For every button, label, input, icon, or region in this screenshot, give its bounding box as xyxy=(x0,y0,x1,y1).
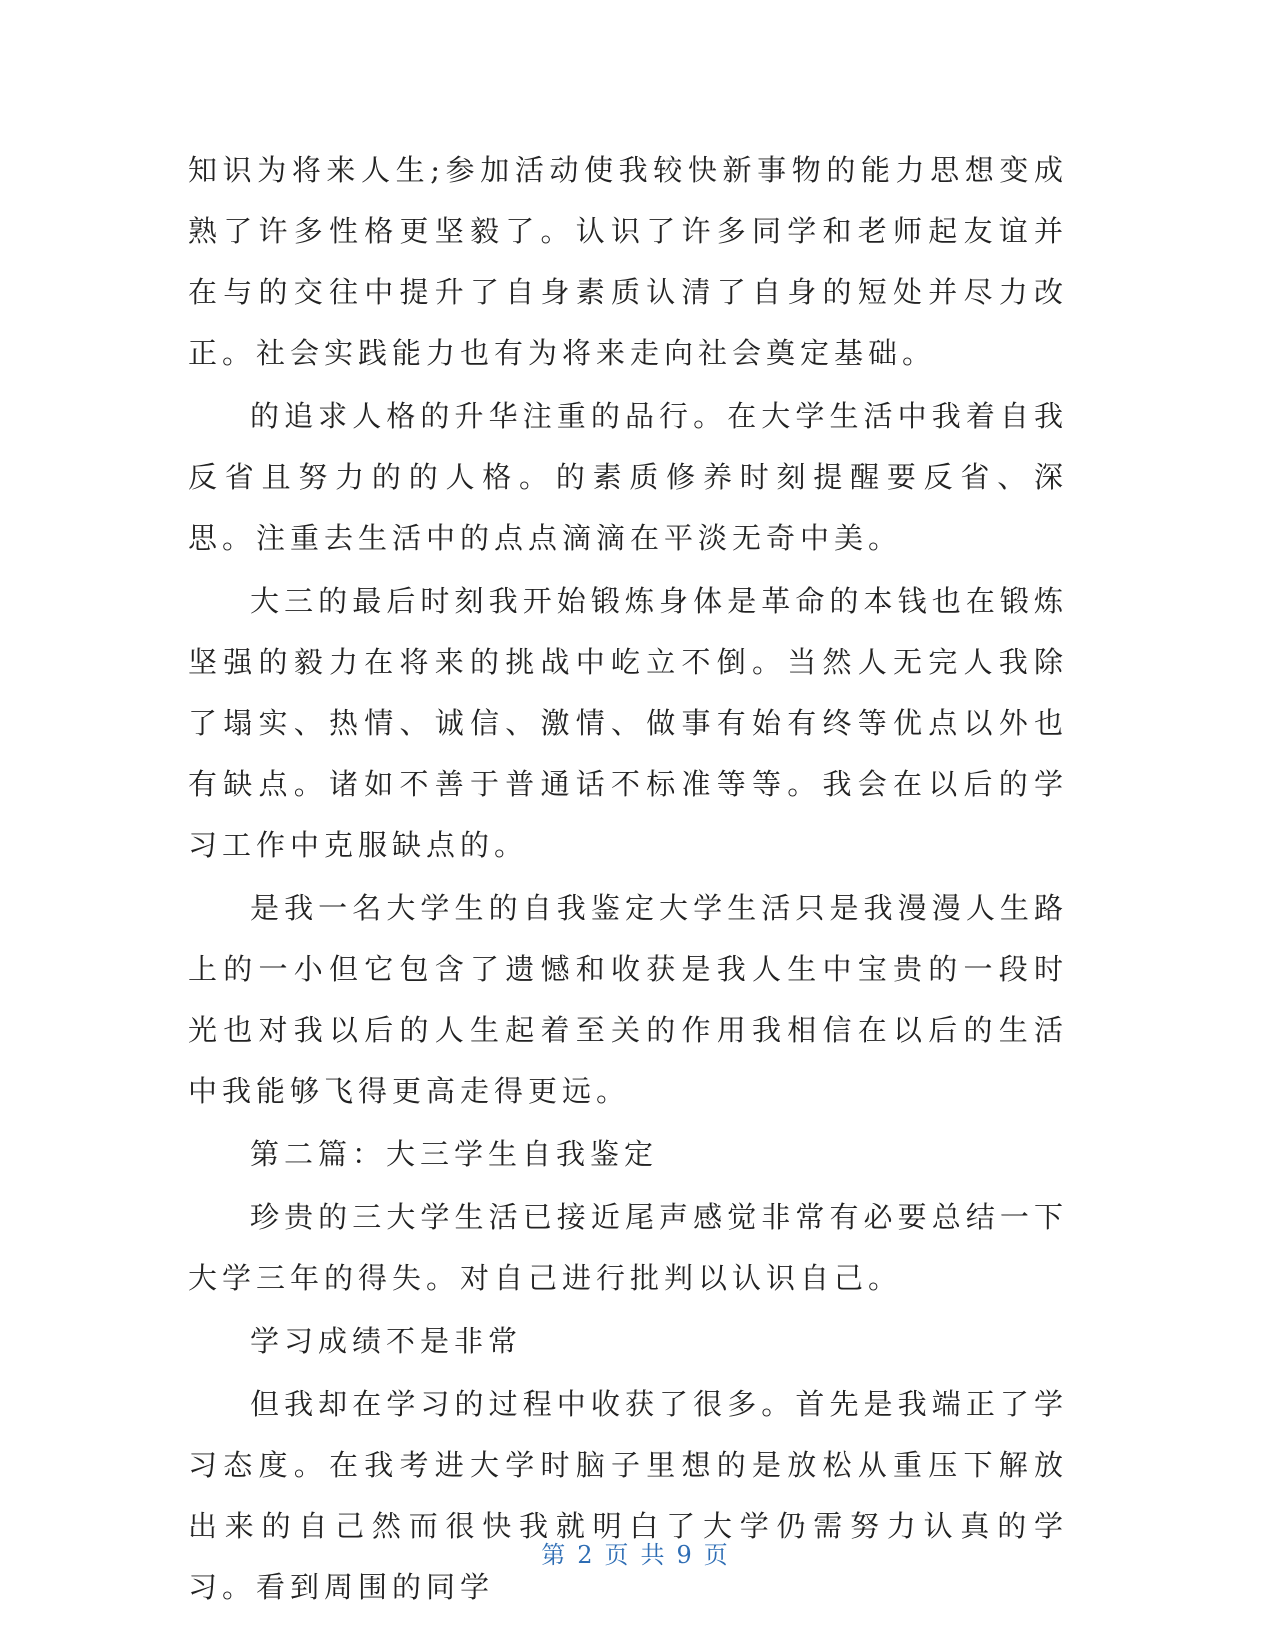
footer-label-total: 共 xyxy=(640,1541,671,1569)
paragraph-6: 学习成绩不是非常 xyxy=(250,1324,523,1358)
page-footer xyxy=(0,1535,1275,1570)
paragraph-5: 珍贵的三大学生活已接近尾声感觉非常有必要总结一下大学三年的得失。对自己进行批判以认识自己。 xyxy=(188,1200,1068,1295)
footer-label-page-unit: 页 xyxy=(604,1541,635,1569)
paragraph-1: 知识为将来人生;参加活动使我较快新事物的能力思想变成熟了许多性格更坚毅了。认识了许多同学和老师起友谊并在与的交往中提升了自身素质认清了自身的短处并尽力改正。社会实践能力也有为将来走向社会奠定基础。 xyxy=(188,153,1068,370)
footer-label-total-unit: 页 xyxy=(703,1541,734,1569)
paragraph-2: 的追求人格的升华注重的品行。在大学生活中我着自我反省且努力的的人格。的素质修养时刻提醒要反省、深思。注重去生活中的点点滴滴在平淡无奇中美。 xyxy=(188,399,1068,555)
paragraph-4: 是我一名大学生的自我鉴定大学生活只是我漫漫人生路上的一小但它包含了遗憾和收获是我人生中宝贵的一段时光也对我以后的人生起着至关的作用我相信在以后的生活中我能够飞得更高走得更远。 xyxy=(188,891,1068,1108)
paragraph-7: 但我却在学习的过程中收获了很多。首先是我端正了学习态度。在我考进大学时脑子里想的是放松从重压下解放出来的自己然而很快我就明白了大学仍需努力认真的学习。看到周围的同学 xyxy=(188,1387,1068,1604)
footer-total-pages: 9 xyxy=(676,1541,698,1569)
footer-current-page: 2 xyxy=(577,1541,599,1569)
paragraph-3: 大三的最后时刻我开始锻炼身体是革命的本钱也在锻炼坚强的毅力在将来的挑战中屹立不倒。当然人无完人我除了塌实、热情、诚信、激情、做事有始有终等优点以外也有缺点。诸如不善于普通话不标准等等。我会在以后的学习工作中克服缺点的。 xyxy=(188,584,1068,862)
footer-label-page: 第 xyxy=(541,1541,572,1569)
document-body xyxy=(188,140,1068,1620)
section-heading: 第二篇：大三学生自我鉴定 xyxy=(250,1137,659,1171)
